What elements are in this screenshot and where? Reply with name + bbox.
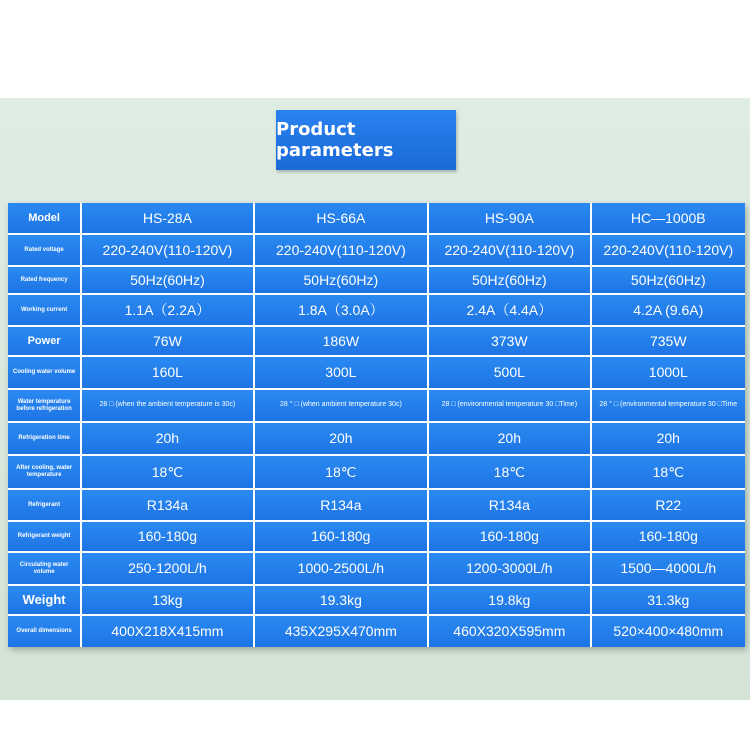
table-cell: 1200-3000L/h [428,552,590,585]
table-cell: 18℃ [254,455,428,489]
table-row [8,203,745,234]
row-label: Model [8,203,81,234]
table-cell: 2.4A（4.4A） [428,294,590,326]
table-cell: 220-240V(110-120V) [428,234,590,266]
table-cell: HS-90A [428,203,590,234]
table-cell: 1000-2500L/h [254,552,428,585]
table-cell: 520×400×480mm [591,615,745,647]
table-cell: 28 □ (when the ambient temperature is 30c) [81,389,253,422]
table-row [8,234,745,266]
table-cell: R134a [254,489,428,521]
row-label: Working current [8,294,81,326]
table-cell: 400X218X415mm [81,615,253,647]
table-cell: 160-180g [81,521,253,552]
table-row [8,455,745,489]
table-cell: 50Hz(60Hz) [591,266,745,294]
table-cell: 28 □ (environmental temperature 30 □Time) [428,389,590,422]
row-label: Weight [8,585,81,615]
table-cell: R22 [591,489,745,521]
table-row [8,489,745,521]
table-row [8,294,745,326]
table-row [8,615,745,647]
table-cell: 1000L [591,356,745,389]
table-cell: 28 ° □ (when ambient temperature 30c) [254,389,428,422]
table-cell: 250-1200L/h [81,552,253,585]
table-cell: 1.1A（2.2A） [81,294,253,326]
table-cell: 18℃ [81,455,253,489]
table-cell: 220-240V(110-120V) [81,234,253,266]
table-cell: HS-28A [81,203,253,234]
parameters-table [8,203,745,647]
table-cell: 13kg [81,585,253,615]
table-cell: 160-180g [428,521,590,552]
table-cell: 373W [428,326,590,356]
table-cell: 1.8A（3.0A） [254,294,428,326]
table-cell: 19.3kg [254,585,428,615]
table-cell: 460X320X595mm [428,615,590,647]
table-cell: 220-240V(110-120V) [591,234,745,266]
table-cell: 4.2A (9.6A) [591,294,745,326]
row-label: Circulating water volume [8,552,81,585]
table-row [8,326,745,356]
row-label: Rated voltage [8,234,81,266]
table-cell: 735W [591,326,745,356]
table-row [8,552,745,585]
table-row [8,422,745,455]
table-cell: 19.8kg [428,585,590,615]
table-cell: 160L [81,356,253,389]
table-cell: HS-66A [254,203,428,234]
row-label: Cooling water volume [8,356,81,389]
row-label: Rated frequency [8,266,81,294]
table-row [8,585,745,615]
row-label: Overall dimensions [8,615,81,647]
table-cell: 300L [254,356,428,389]
table-cell: 76W [81,326,253,356]
table-cell: 20h [428,422,590,455]
table-cell: HC—1000B [591,203,745,234]
table-cell: 20h [591,422,745,455]
row-label: Refrigeration time [8,422,81,455]
table-cell: 18℃ [591,455,745,489]
table-cell: 500L [428,356,590,389]
table-cell: 31.3kg [591,585,745,615]
row-label: Water temperature before refrigeration [8,389,81,422]
table-cell: R134a [81,489,253,521]
row-label: Refrigerant weight [8,521,81,552]
row-label: Power [8,326,81,356]
table-row [8,266,745,294]
table-cell: 160-180g [591,521,745,552]
table-row [8,389,745,422]
table-cell: 1500—4000L/h [591,552,745,585]
table-cell: 186W [254,326,428,356]
table-cell: 20h [254,422,428,455]
row-label: Refrigerant [8,489,81,521]
row-label: After cooling, water temperature [8,455,81,489]
table-cell: 435X295X470mm [254,615,428,647]
table-cell: 18℃ [428,455,590,489]
table-cell: 28 ° □ (environmental temperature 30 □Time [591,389,745,422]
table-cell: 160-180g [254,521,428,552]
page-title: Product parameters [276,110,456,170]
table-cell: 220-240V(110-120V) [254,234,428,266]
table-cell: 50Hz(60Hz) [81,266,253,294]
table-cell: R134a [428,489,590,521]
table-body [8,203,745,647]
table-cell: 50Hz(60Hz) [254,266,428,294]
table-cell: 50Hz(60Hz) [428,266,590,294]
table-cell: 20h [81,422,253,455]
table-row [8,521,745,552]
table-row [8,356,745,389]
